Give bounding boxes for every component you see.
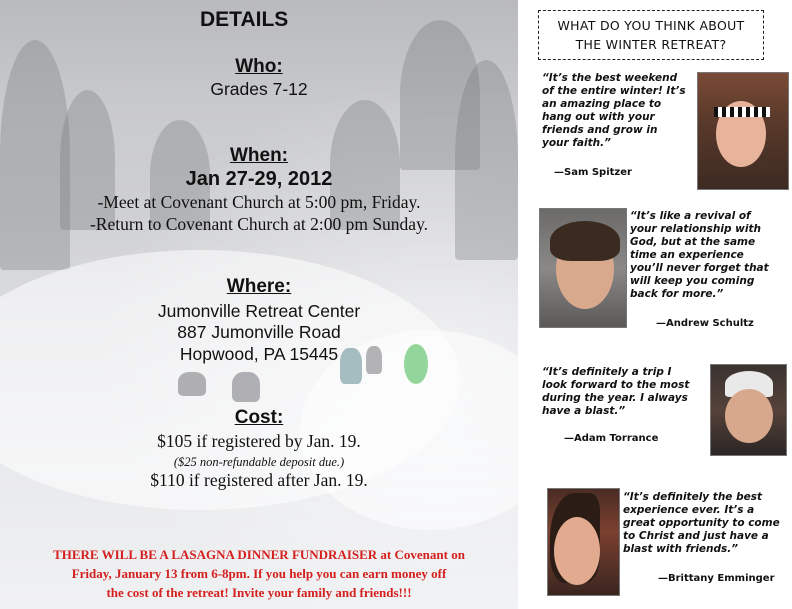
details-title: DETAILS [200,8,289,31]
testimonial-quote-adam [542,366,689,418]
photo-brittany-emminger [547,488,620,596]
quote-line: your faith.” [542,137,611,149]
face-shape [725,389,773,443]
photo-adam-torrance [710,364,787,456]
where-line-1: Jumonville Retreat Center [157,301,361,321]
quote-line: have a blast.” [542,405,626,417]
cost-heading: Cost: [234,407,284,428]
quote-line: blast with friends.” [623,543,739,555]
quote-line: of the entire winter! It’s [542,85,686,97]
quote-line: back for more.” [630,288,724,300]
testimonial-quote-sam [542,72,686,150]
quote-line: time an experience [630,249,744,261]
fundraiser-banner-line-3: the cost of the retreat! Invite your family and friends!!! [106,585,412,600]
quote-line: look forward to the most [542,379,690,391]
quote-line: “It’s definitely a trip I [542,366,672,378]
when-date: Jan 27-29, 2012 [185,168,333,190]
quote-line: experience ever. It’s a [623,504,755,516]
question-line-2: THE WINTER RETREAT? [575,37,727,52]
who-heading: Who: [235,56,283,77]
testimonial-author-brittany: —Brittany Emminger [658,573,775,584]
testimonial-quote-brittany [623,491,780,556]
quote-line: during the year. I always [542,392,688,404]
face-shape [554,517,600,585]
quote-line: will keep you coming [630,275,755,287]
cost-line-2: $110 if registered after Jan. 19. [150,470,368,490]
testimonial-quote-andrew [630,210,769,301]
quote-line: friends and grow in [542,124,658,136]
photo-sam-spitzer [697,72,789,190]
when-meet: -Meet at Covenant Church at 5:00 pm, Friday. [97,192,421,212]
question-line-1: WHAT DO YOU THINK ABOUT [557,18,745,33]
quote-line: to Christ and just have a [623,530,769,542]
testimonial-author-andrew: —Andrew Schultz [656,318,754,329]
when-return: -Return to Covenant Church at 2:00 pm Sunday. [89,214,429,234]
testimonial-author-adam: —Adam Torrance [564,433,659,444]
quote-line: “It’s the best weekend [542,72,678,84]
photo-andrew-schultz [539,208,627,328]
hair-shape [550,221,620,261]
where-heading: Where: [226,276,292,297]
quote-line: God, but at the same [630,236,756,248]
cost-line-1: $105 if registered by Jan. 19. [157,431,361,451]
who-text: Grades 7-12 [210,79,308,99]
fundraiser-banner-line-1: THERE WILL BE A LASAGNA DINNER FUNDRAISER at Covenant on [53,547,465,562]
quote-line: an amazing place to [542,98,662,110]
fundraiser-banner-line-2: Friday, January 13 from 6-8pm. If you help you can earn money off [71,566,447,581]
testimonial-author-sam: —Sam Spitzer [554,167,632,178]
quote-line: “It’s definitely the best [623,491,762,503]
testimonials-panel [518,0,792,609]
quote-line: “It’s like a revival of [630,210,751,222]
quote-line: your relationship with [630,223,761,235]
quote-line: great opportunity to come [623,517,780,529]
quote-line: you’ll never forget that [630,262,769,274]
where-line-2: 887 Jumonville Road [177,322,341,342]
headband-shape [714,107,770,117]
where-line-3: Hopwood, PA 15445 [179,344,339,364]
when-heading: When: [229,145,289,166]
quote-line: hang out with your [542,111,655,123]
question-box [538,10,764,60]
cost-deposit-note: ($25 non-refundable deposit due.) [173,455,345,469]
